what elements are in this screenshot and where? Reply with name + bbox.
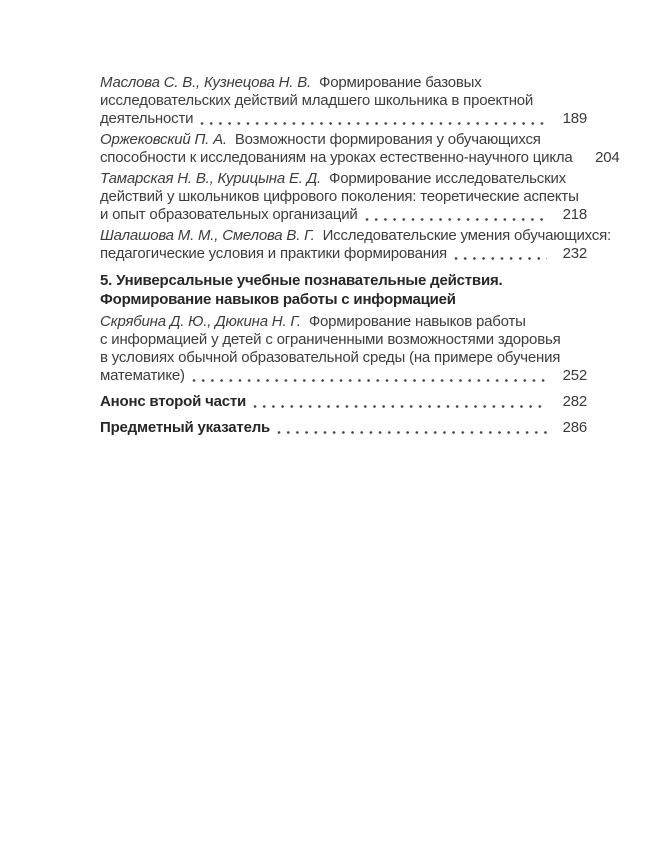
section-heading — [100, 271, 587, 309]
entry-title-fragment: Исследовательские умения обучающихся: — [322, 227, 611, 244]
section-heading-line: 5. Универсальные учебные познавательные действия. — [100, 272, 503, 289]
entry-title-fragment: Формирование базовых — [319, 74, 482, 91]
page-number: 204 — [595, 149, 620, 166]
page-number: 252 — [562, 367, 587, 384]
entry-label: Предметный указатель — [100, 419, 271, 436]
entry-authors: Маслова С. В., Кузнецова Н. В. — [100, 74, 312, 91]
section-heading-line: Формирование навыков работы с информацией — [100, 291, 456, 308]
toc-entry-announcement — [100, 393, 587, 411]
entry-title-fragment: Возможности формирования у обучающихся — [234, 131, 541, 148]
toc-entry-line — [100, 131, 587, 149]
entry-title-fragment: Формирование исследовательских — [329, 170, 566, 187]
toc-entry-leader-line — [100, 393, 587, 411]
toc-entry-leader-line — [100, 206, 587, 224]
page-number: 189 — [562, 110, 587, 127]
toc-entry — [100, 227, 611, 263]
entry-title-fragment: Формирование навыков работы — [308, 313, 526, 330]
toc-entry-leader-line — [100, 419, 587, 437]
dot-leader — [200, 121, 547, 126]
toc-entry — [100, 131, 620, 167]
dot-leader — [277, 430, 547, 435]
page-number: 286 — [562, 419, 587, 436]
dot-leader — [365, 217, 547, 222]
toc-entry-line — [100, 313, 587, 331]
entry-label: Анонс второй части — [100, 393, 247, 410]
toc-entry — [100, 74, 587, 128]
toc-entry — [100, 313, 587, 385]
toc-entry-line: с информацией у детей с ограниченными возможностями здоровья — [100, 331, 561, 348]
entry-title-fragment: способности к исследованиям на уроках естественно-научного цикла — [100, 149, 573, 166]
page-number: 282 — [562, 393, 587, 410]
toc-entry-leader-line — [100, 149, 620, 167]
entry-title-fragment: деятельности — [100, 110, 194, 127]
toc-page — [100, 74, 620, 440]
toc-entry-line — [100, 74, 587, 92]
page-number: 218 — [562, 206, 587, 223]
entry-authors: Тамарская Н. В., Курицына Е. Д. — [100, 170, 322, 187]
entry-authors: Скрябина Д. Ю., Дюкина Н. Г. — [100, 313, 301, 330]
entry-title-fragment: и опыт образовательных организаций — [100, 206, 358, 223]
toc-entry-subject-index — [100, 419, 587, 437]
page-number: 232 — [562, 245, 587, 262]
toc-entry-leader-line — [100, 245, 587, 263]
toc-entry-leader-line — [100, 110, 587, 128]
toc-entry-line: действий у школьников цифрового поколения: теоретические аспекты — [100, 188, 579, 205]
toc-entry — [100, 170, 587, 224]
entry-authors: Оржековский П. А. — [100, 131, 227, 148]
entry-title-fragment: педагогические условия и практики формирования — [100, 245, 447, 262]
toc-entry-line — [100, 170, 587, 188]
toc-entry-leader-line — [100, 367, 587, 385]
toc-entry-line: исследовательских действий младшего школьника в проектной — [100, 92, 534, 109]
dot-leader — [192, 378, 547, 383]
entry-title-fragment: математике) — [100, 367, 185, 384]
entry-authors: Шалашова М. М., Смелова В. Г. — [100, 227, 315, 244]
dot-leader — [454, 256, 547, 261]
dot-leader — [253, 404, 547, 409]
toc-entry-line: в условиях обычной образовательной среды (на примере обучения — [100, 349, 561, 366]
toc-entry-line — [100, 227, 611, 245]
